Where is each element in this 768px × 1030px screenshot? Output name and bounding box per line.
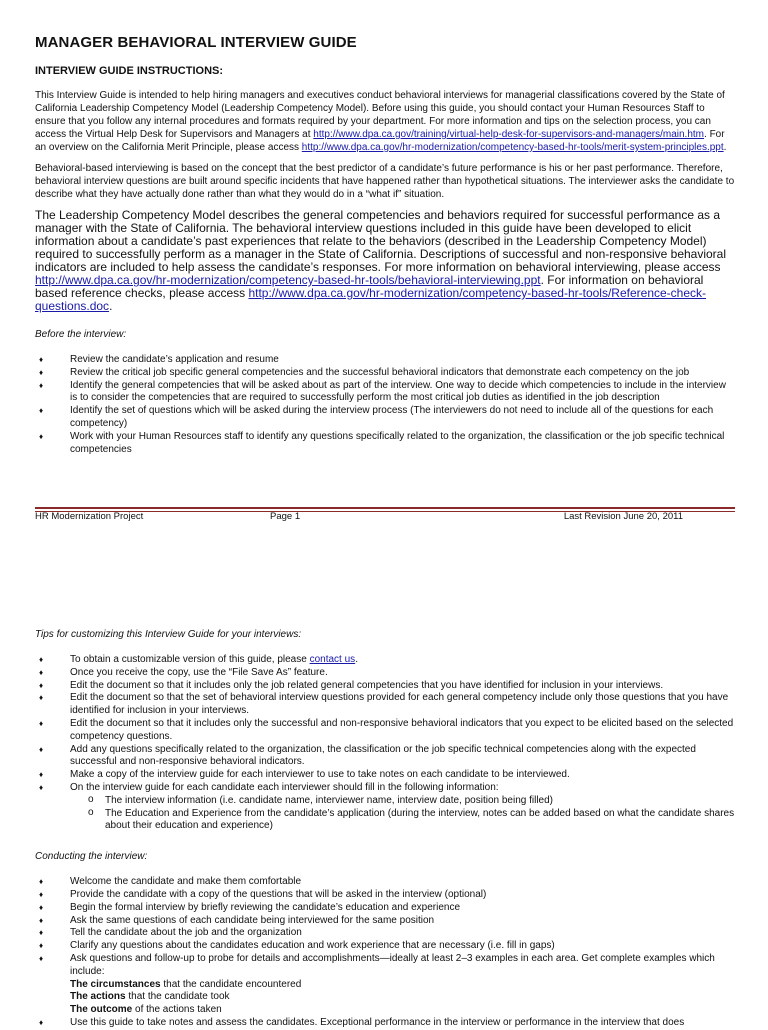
footer-project: HR Modernization Project [35, 511, 144, 522]
tip-text-end: . [355, 654, 358, 665]
reference-check-link[interactable]: http://www.dpa.ca.gov/hr-modernization/competency-based-hr-tools/Reference-check-questions.doc [35, 286, 706, 313]
intro-text-c: . [723, 142, 727, 153]
list-item: ♦ Edit the document so that it includes only the job related general competencies that you have identified for inclusion in your interviews. [35, 680, 735, 693]
page-2 [35, 629, 735, 1030]
page-1 [35, 34, 735, 456]
instructions-heading: INTERVIEW GUIDE INSTRUCTIONS: [35, 65, 224, 77]
probe-text: Ask questions and follow-up to probe for details and accomplishments—ideally at least 2–3 examples in each area. Get complete examples which include: [70, 952, 715, 977]
list-item: ♦ Identify the set of questions which will be asked during the interview process (The interviewers do not need to include all of the questions for each competency) [35, 405, 735, 431]
before-interview-heading: Before the interview: [35, 329, 127, 340]
list-item [35, 654, 735, 667]
intro-text-a: This Interview Guide is intended to help hiring managers and executives conduct behavioral interviews for managerial classifications covered by the State of California Leadership Competency Model (Leadership Competency Model). Before using this guide, you should contact your Human Resources Staff to ensure that you follow any internal procedures and formats required by your department. For more information and tips on the selection process, you can access the Virtual Help Desk for Supervisors and Managers at [35, 90, 725, 140]
behavioral-interviewing-link[interactable]: http://www.dpa.ca.gov/hr-modernization/competency-based-hr-tools/behavioral-interviewing.ppt [35, 273, 541, 287]
car-actions-label: The actions [70, 991, 126, 1003]
competency-text-b: . For information on behavioral based reference checks, please access [35, 273, 704, 300]
page-footer [35, 511, 683, 522]
competency-model-paragraph [35, 209, 735, 313]
sub-list [70, 795, 735, 833]
virtual-help-desk-link[interactable]: http://www.dpa.ca.gov/training/virtual-help-desk-for-supervisors-and-managers/main.htm [313, 129, 705, 140]
competency-text-c: . [109, 299, 113, 313]
list-item: ♦ Once you receive the copy, use the “File Save As” feature. [35, 667, 735, 680]
behavioral-paragraph: Behavioral-based interviewing is based on the concept that the best predictor of a candidate’s future performance is his or her past performance. Therefore, behavioral interview questions are built around specific incidents that have happened rather than hypothetical situations. The interviewer asks the candidate to describe what they have actually done rather than what they would do in a “what if” situation. [35, 163, 735, 200]
list-item: ♦ Begin the formal interview by briefly reviewing the candidate’s education and experience [35, 902, 735, 915]
list-item: ♦ Make a copy of the interview guide for each interviewer to use to take notes on each candidate to be interviewed. [35, 769, 735, 782]
list-item: ♦ Clarify any questions about the candidates education and work experience that are necessary (i.e. fill in gaps) [35, 940, 735, 953]
sub-list-item: o The Education and Experience from the candidate’s application (during the interview, notes can be added based on what the candidate shares about their education and experience) [70, 808, 735, 834]
footer-revision-date: Last Revision June 20, 2011 [563, 511, 683, 522]
car-circumstances-text: that the candidate encountered [160, 978, 302, 990]
list-item: ♦ Review the candidate’s application and resume [35, 354, 735, 367]
car-outcome-text: of the actions taken [132, 1004, 222, 1016]
conducting-interview-heading: Conducting the interview: [35, 851, 148, 863]
intro-paragraph [35, 89, 735, 154]
list-item [35, 953, 735, 1017]
list-item: ♦ Welcome the candidate and make them comfortable [35, 876, 735, 889]
list-item: ♦ Identify the general competencies that will be asked about as part of the interview. One way to decide which competencies to include in the interview is to consider the competencies that are required to successfully perform the most critical job duties as identified in the job description [35, 380, 735, 406]
list-item: ♦ Edit the document so that it includes only the successful and non-responsive behavioral indicators that you expect to be elicited based on the selected competency questions. [35, 718, 735, 744]
competency-text-a: The Leadership Competency Model describes the general competencies and behaviors required for successful performance as a manager with the State of California. The behavioral interview questions included in this guide have been developed to elicit information about a candidate’s past experiences that relate to the behaviors (described in the Leadership Competency Model) required to successfully perform as a manager in the State of California. Descriptions of successful and non-responsive behavioral indicators are included to help assess the candidate’s responses. For more information on behavioral interviewing, please access [35, 208, 727, 274]
car-actions-text: that the candidate took [125, 991, 230, 1003]
tip-text: On the interview guide for each candidate each interviewer should fill in the following information: [70, 781, 499, 793]
car-outcome-label: The outcome [70, 1004, 133, 1016]
tips-list [35, 654, 735, 833]
list-item: ♦ Edit the document so that the set of behavioral interview questions provided for each general competency include only those questions that you have identified for inclusion in your interviews. [35, 692, 735, 718]
list-item: ♦ Provide the candidate with a copy of the questions that will be asked in the interview (optional) [35, 889, 735, 902]
footer-page-number: Page 1 [270, 511, 301, 522]
list-item: ♦ Tell the candidate about the job and the organization [35, 927, 735, 940]
contact-us-link[interactable]: contact us [309, 654, 356, 665]
list-item: ♦ Work with your Human Resources staff to identify any questions specifically related to the organization, the classification or the job specific technical competencies [35, 431, 735, 457]
list-item [35, 782, 735, 833]
tip-text: To obtain a customizable version of this guide, please [70, 654, 310, 665]
list-item: ♦ Review the critical job specific general competencies and the successful behavioral indicators that demonstrate each competency on the job [35, 367, 735, 380]
intro-text-b: . For an overview on the California Merit Principle, please access [35, 129, 725, 153]
document-title: MANAGER BEHAVIORAL INTERVIEW GUIDE [35, 34, 357, 51]
tips-heading: Tips for customizing this Interview Guide for your interviews: [35, 629, 302, 640]
sub-list-item: o The interview information (i.e. candidate name, interviewer name, interview date, position being filled) [70, 795, 735, 808]
list-item: ♦ Use this guide to take notes and assess the candidates. Exceptional performance in the interview or performance in the interview that does [35, 1017, 735, 1030]
list-item: ♦ Ask the same questions of each candidate being interviewed for the same position [35, 915, 735, 928]
car-circumstances-label: The circumstances [70, 978, 161, 990]
conducting-interview-list [35, 876, 735, 1030]
merit-principles-link[interactable]: http://www.dpa.ca.gov/hr-modernization/competency-based-hr-tools/merit-system-principles.ppt [301, 142, 724, 153]
list-item: ♦ Add any questions specifically related to the organization, the classification or the job specific technical competencies along with the expected successful and non-responsive behavioral indicators. [35, 744, 735, 770]
before-interview-list [35, 354, 735, 456]
